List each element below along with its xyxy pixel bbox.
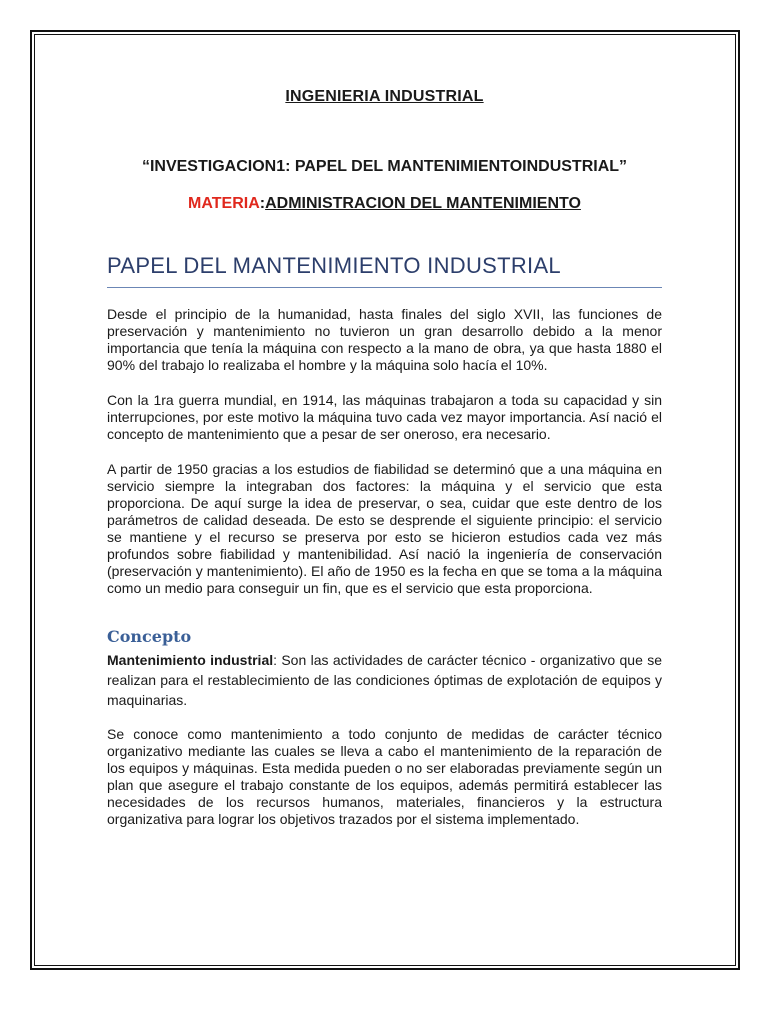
- definition-term: Mantenimiento industrial: [107, 652, 274, 668]
- investigacion-prefix: “INVESTIGACION1: PAPEL DEL: [141, 158, 388, 175]
- materia-value: ADMINISTRACION DEL MANTENIMIENTO: [265, 195, 581, 212]
- definition-text: : Son las actividades de carácter técnico - organizativo que se realizan para el restablecimiento de las condiciones óptimas de explotación de equipos y maquinarias.: [107, 652, 662, 708]
- concepto-heading: Concepto: [107, 627, 192, 646]
- definition-paragraph: [107, 650, 662, 710]
- materia-line: [107, 195, 662, 213]
- investigacion-suffix: ”: [619, 158, 628, 175]
- section-title: PAPEL DEL MANTENIMIENTO INDUSTRIAL: [107, 253, 662, 288]
- materia-label: MATERIA: [188, 195, 260, 212]
- materia-colon: :: [259, 195, 266, 212]
- paragraph-2: Con la 1ra guerra mundial, en 1914, las máquinas trabajaron a toda su capacidad y sin interrupciones, por este motivo la máquina tuvo cada vez mayor importancia. Así nació el concepto de mantenimiento que a pesar de ser oneroso, era necesario.: [107, 392, 662, 442]
- paragraph-5: Se conoce como mantenimiento a todo conjunto de medidas de carácter técnico organizativo mediante las cuales se lleva a cabo el mantenimiento de la reparación de los equipos y máquinas. Esta medida pueden o no ser elaboradas previamente según un plan que asegure el trabajo constante de los equipos, además permitirá establecer las necesidades de los recursos humanos, materiales, financieros y la estructura organizativa para lograr los objetivos trazados por el sistema implementado.: [107, 726, 662, 827]
- paragraph-3: A partir de 1950 gracias a los estudios de fiabilidad se determinó que a una máquina en servicio siempre la integraban dos factores: la máquina y el servicio que esta proporciona. De aquí surge la idea de preservar, o sea, cuidar que este dentro de los parámetros de calidad deseada. De esto se desprende el siguiente principio: el servicio se mantiene y el recurso se preserva por esto se hicieron estudios cada vez más profundos sobre fiabilidad y mantenibilidad. Así nació la ingeniería de conservación (preservación y mantenimiento). El año de 1950 es la fecha en que se toma a la máquina como un medio para conseguir un fin, que es el servicio que esta proporciona.: [107, 461, 662, 596]
- investigacion-bold: MANTENIMIENTOINDUSTRIAL: [387, 158, 620, 175]
- investigacion-title: [107, 158, 662, 176]
- header-title: INGENIERIA INDUSTRIAL: [285, 88, 484, 105]
- document-body: [107, 88, 662, 828]
- paragraph-1: Desde el principio de la humanidad, hasta finales del siglo XVII, las funciones de preservación y mantenimiento no tuvieron un gran desarrollo debido a la menor importancia que tenía la máquina con respecto a la mano de obra, ya que hasta 1880 el 90% del trabajo lo realizaba el hombre y la máquina solo hacía el 10%.: [107, 306, 662, 373]
